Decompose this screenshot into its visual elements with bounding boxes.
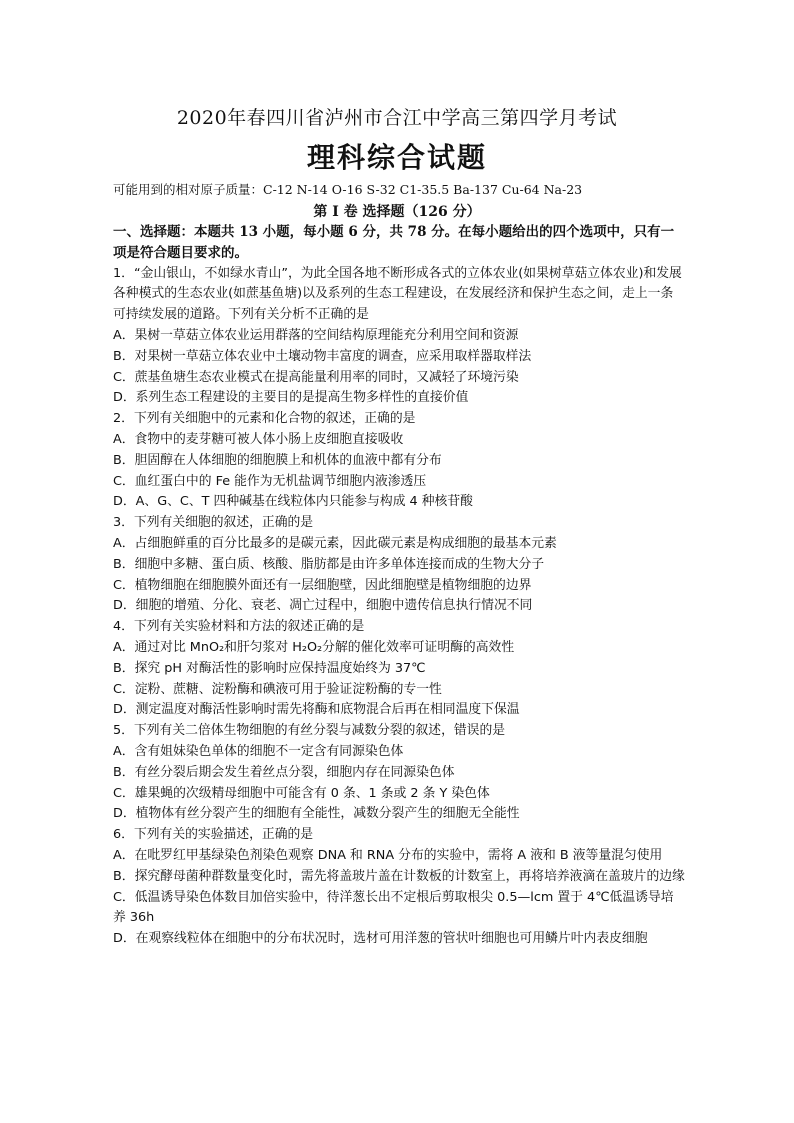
option-c: C．血红蛋白中的 Fe 能作为无机盐调节细胞内液渗透压 <box>113 473 427 489</box>
volume-heading: 第 I 卷 选择题（126 分） <box>313 204 481 220</box>
option-b: B．细胞中多糖、蛋白质、核酸、脂肪都是由许多单体连接而成的生物大分子 <box>113 556 545 572</box>
atomic-mass-line: 可能用到的相对原子质量：C-12 N-14 O-16 S-32 C1-35.5 Ba-137 Cu-64 Na-23 <box>113 182 583 197</box>
question-3 <box>113 513 685 617</box>
question-4 <box>113 617 685 721</box>
subject-title: 理科综合试题 <box>306 141 487 174</box>
option-a: A．占细胞鲜重的百分比最多的是碳元素，因此碳元素是构成细胞的最基本元素 <box>113 535 557 551</box>
option-a: A．果树一草菇立体农业运用群落的空间结构原理能充分利用空间和资源 <box>113 327 519 343</box>
option-d: D．植物体有丝分裂产生的细胞有全能性，减数分裂产生的细胞无全能性 <box>113 806 520 822</box>
exam-title: 2020年春四川省泸州市合江中学高三第四学月考试 <box>176 107 618 129</box>
option-c: C．植物细胞在细胞膜外面还有一层细胞壁，因此细胞壁是植物细胞的边界 <box>113 577 532 593</box>
question-stem: 6．下列有关的实验描述，正确的是 <box>113 827 314 843</box>
option-c: C．低温诱导染色体数目加倍实验中，待洋葱长出不定根后剪取根尖 0.5—lcm 置于 4℃低温诱导培养 36h <box>113 889 674 926</box>
question-stem: 2．下列有关细胞中的元素和化合物的叙述，正确的是 <box>113 411 416 427</box>
option-c: C．蔗基鱼塘生态农业模式在提高能量利用率的同时，又减轻了环境污染 <box>113 369 519 385</box>
option-c: C．雄果蝇的次级精母细胞中可能含有 0 条、1 条或 2 条 Y 染色体 <box>113 785 490 801</box>
question-stem: 1．“金山银山，不如绿水青山”，为此全国各地不断形成各式的立体农业(如果树草菇立体农业)和发展各种模式的生态农业(如蔗基鱼塘)以及系列的生态工程建设，在发展经济和保护生态之间，走上一条可持续发展的道路。下列有关分析不正确的是 <box>113 265 682 323</box>
question-stem: 5．下列有关二倍体生物细胞的有丝分裂与减数分裂的叙述，错误的是 <box>113 723 506 739</box>
section-heading: 一、选择题：本题共 13 小题，每小题 6 分，共 78 分。在每小题给出的四个选项中，只有一项是符合题目要求的。 <box>113 224 675 261</box>
option-d: D．A、G、C、T 四种碱基在线粒体内只能参与构成 4 种核苷酸 <box>113 494 473 510</box>
option-a: A．通过对比 MnO₂和肝匀浆对 H₂O₂分解的催化效率可证明酶的高效性 <box>113 639 515 655</box>
question-5 <box>113 721 685 825</box>
option-d: D．在观察线粒体在细胞中的分布状况时，选材可用洋葱的管状叶细胞也可用鳞片叶内表皮细胞 <box>113 931 648 947</box>
option-b: B．有丝分裂后期会发生着丝点分裂，细胞内存在同源染色体 <box>113 764 455 780</box>
option-a: A．含有姐妹染色单体的细胞不一定含有同源染色体 <box>113 743 404 759</box>
question-1 <box>113 264 685 410</box>
option-b: B．胆固醇在人体细胞的细胞膜上和机体的血液中都有分布 <box>113 452 442 468</box>
option-b: B．探究酵母菌种群数量变化时，需先将盖玻片盖在计数板的计数室上，再将培养液滴在盖玻片的边缘 <box>113 868 685 884</box>
option-d: D．测定温度对酶活性影响时需先将酶和底物混合后再在相同温度下保温 <box>113 702 520 718</box>
option-b: B．探究 pH 对酶活性的影响时应保持温度始终为 37℃ <box>113 660 426 676</box>
option-a: A．在吡罗红甲基绿染色剂染色观察 DNA 和 RNA 分布的实验中，需将 A 液和 B 液等量混匀使用 <box>113 847 663 863</box>
question-stem: 4．下列有关实验材料和方法的叙述正确的是 <box>113 619 365 635</box>
option-c: C．淀粉、蔗糖、淀粉酶和碘液可用于验证淀粉酶的专一性 <box>113 681 442 697</box>
option-d: D．细胞的增殖、分化、衰老、凋亡过程中，细胞中遗传信息执行情况不同 <box>113 598 533 614</box>
option-b: B．对果树一草菇立体农业中土壤动物丰富度的调查，应采用取样器取样法 <box>113 348 532 364</box>
option-d: D．系列生态工程建设的主要目的是提高生物多样性的直接价值 <box>113 390 469 406</box>
question-body <box>113 222 685 950</box>
question-stem: 3．下列有关细胞的叙述，正确的是 <box>113 515 314 531</box>
question-2 <box>113 409 685 513</box>
question-6 <box>113 825 685 950</box>
option-a: A．食物中的麦芽糖可被人体小肠上皮细胞直接吸收 <box>113 431 404 447</box>
